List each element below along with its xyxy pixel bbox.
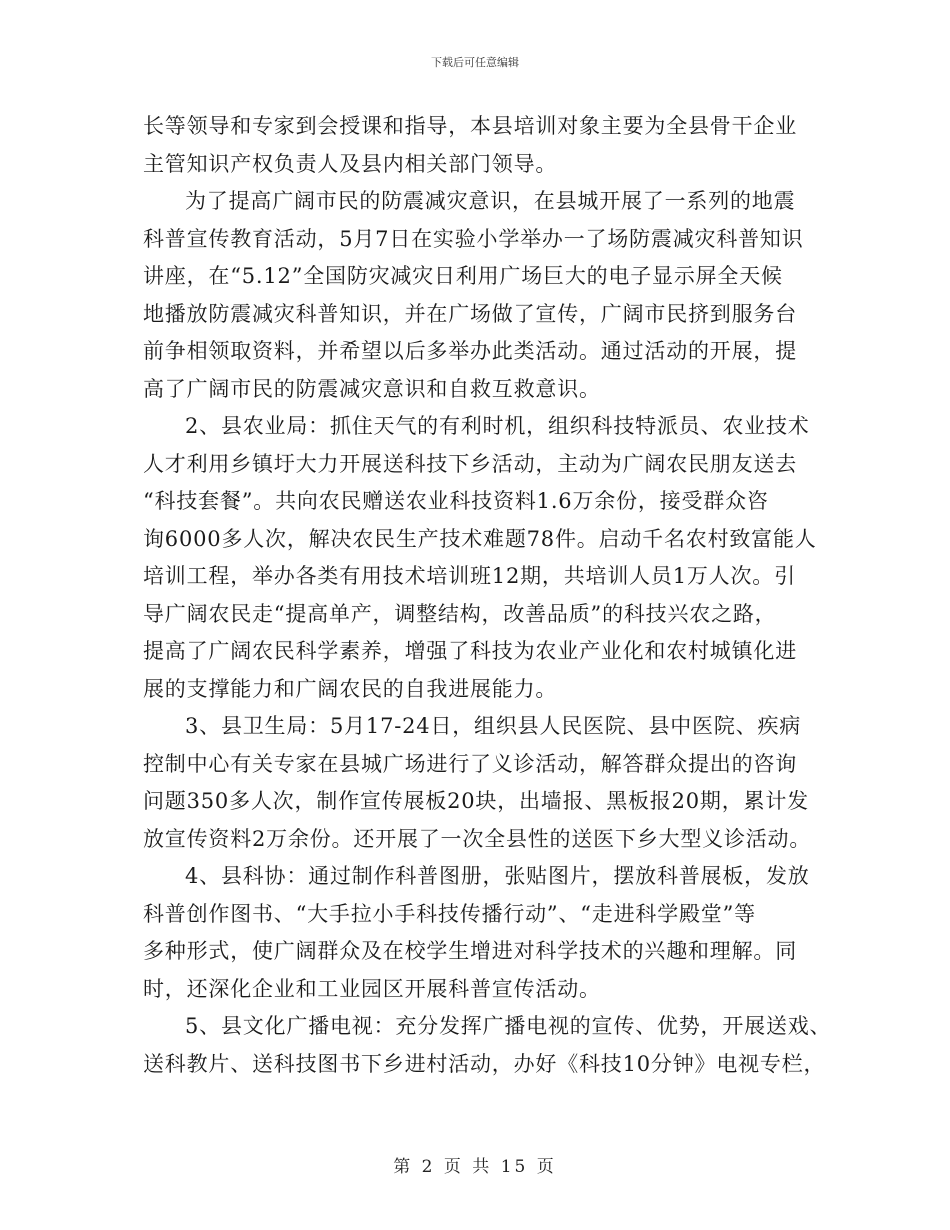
- text-line: 放宣传资料2万余份。还开展了一次全县性的送医下乡大型义诊活动。: [143, 826, 812, 851]
- page-header-note: 下载后可任意编辑: [431, 56, 519, 69]
- text-line: 送科教片、送科技图书下乡进村活动，办好《科技10分钟》电视专栏，: [143, 1051, 826, 1076]
- text-line: 问题350多人次，制作宣传展板20块，出墙报、黑板报20期，累计发: [143, 789, 809, 813]
- text-line: 询6000多人次，解决农民生产技术难题78件。启动千名农村致富能人: [143, 526, 817, 551]
- text-line: 前争相领取资料，并希望以后多举办此类活动。通过活动的开展，提: [143, 339, 797, 363]
- text-line: 长等领导和专家到会授课和指导，本县培训对象主要为全县骨干企业: [143, 114, 797, 138]
- text-line: 导广阔农民走“提高单产，调整结构，改善品质”的科技兴农之路，: [143, 601, 777, 626]
- text-line: 展的支撑能力和广阔农民的自我进展能力。: [143, 676, 558, 701]
- paragraph-start-line: 5、县文化广播电视：充分发挥广播电视的宣传、优势，开展送戏、: [185, 1014, 832, 1038]
- text-line: 科普创作图书、“大手拉小手科技传播行动”、“走进科学殿堂”等: [143, 901, 756, 926]
- paragraph-start-line: 为了提高广阔市民的防震减灾意识，在县城开展了一系列的地震: [185, 189, 796, 213]
- text-line: 提高了广阔农民科学素养，增强了科技为农业产业化和农村城镇化进: [143, 639, 797, 663]
- text-line: 地播放防震减灾科普知识，并在广场做了宣传，广阔市民挤到服务台: [143, 301, 797, 326]
- text-line: 人才利用乡镇圩大力开展送科技下乡活动，主动为广阔农民朋友送去: [143, 451, 797, 476]
- text-line: 讲座，在“5.12”全国防灾减灾日利用广场巨大的电子显示屏全天候: [143, 264, 783, 288]
- text-line: 培训工程，举办各类有用技术培训班12期，共培训人员1万人次。引: [143, 564, 796, 588]
- paragraph-start-line: 4、县科协：通过制作科普图册，张贴图片，摆放科普展板，发放: [185, 864, 810, 888]
- text-line: 科普宣传教育活动，5月7日在实验小学举办一了场防震减灾科普知识: [143, 226, 804, 251]
- paragraph-start-line: 2、县农业局：抓住天气的有利时机，组织科技特派员、农业技术: [185, 414, 810, 438]
- text-line: 主管知识产权负责人及县内相关部门领导。: [143, 151, 558, 176]
- text-line: 控制中心有关专家在县城广场进行了义诊活动，解答群众提出的咨询: [143, 751, 797, 776]
- document-body: [143, 108, 832, 1083]
- text-line: 多种形式，使广阔群众及在校学生增进对科学技术的兴趣和理解。同: [143, 939, 797, 963]
- text-line: 高了广阔市民的防震减灾意识和自救互救意识。: [143, 376, 601, 401]
- paragraph-start-line: 3、县卫生局：5月17-24日，组织县人民医院、县中医院、疾病: [185, 714, 802, 738]
- text-line: “科技套餐”。共向农民赠送农业科技资料1.6万余份，接受群众咨: [143, 489, 769, 513]
- text-line: 时，还深化企业和工业园区开展科普宣传活动。: [143, 976, 601, 1001]
- page-number-footer: 第 2 页 共 15 页: [393, 1157, 557, 1177]
